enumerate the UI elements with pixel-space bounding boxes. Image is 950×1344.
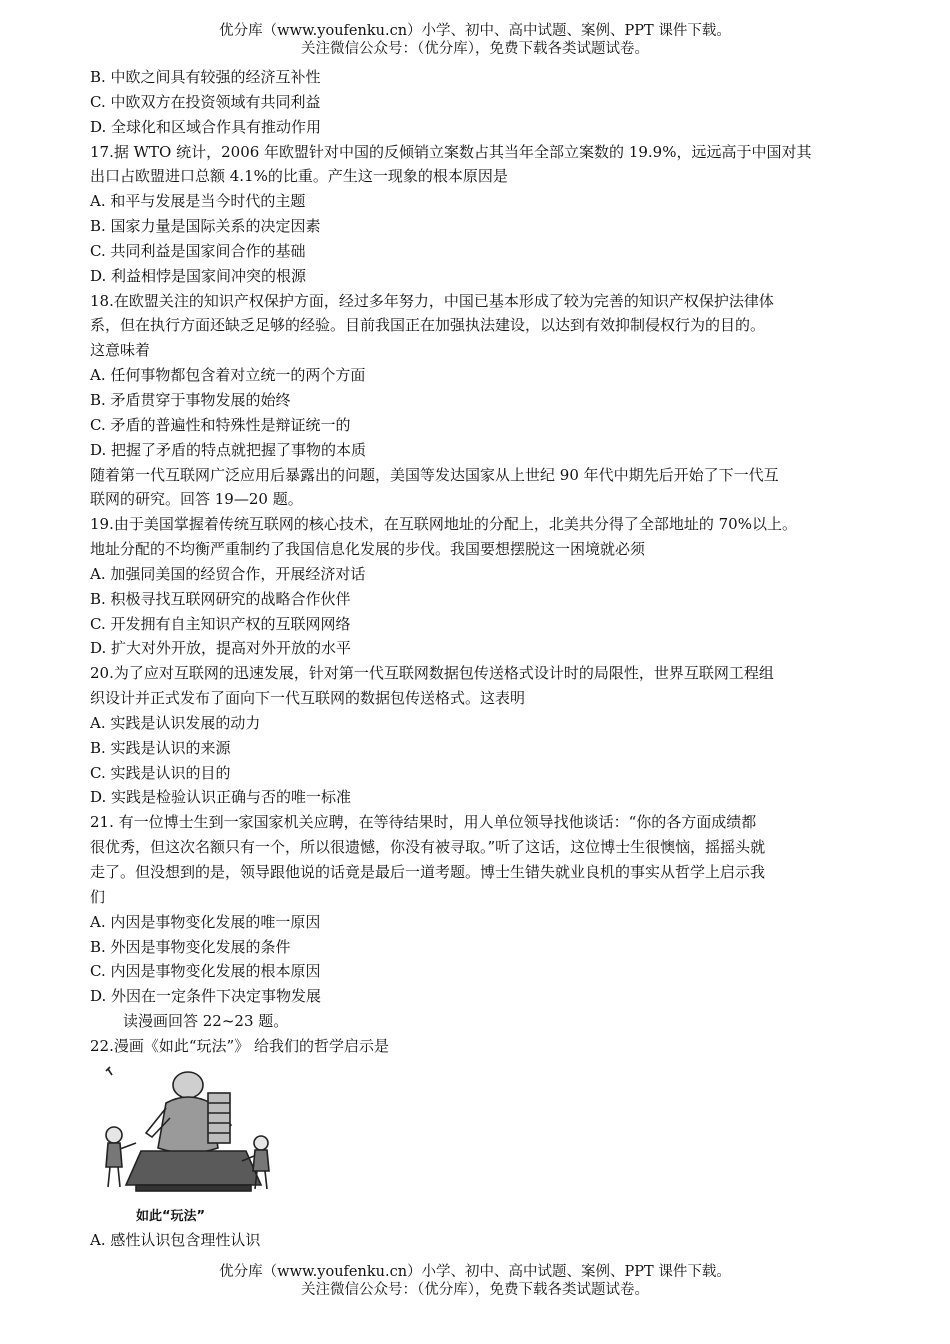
page-header (0, 22, 950, 58)
footer-line-2: 关注微信公众号：（优分库），免费下载各类试题试卷。 (301, 1282, 649, 1298)
text-line: D. 把握了矛盾的特点就把握了事物的本质 (90, 440, 367, 459)
question-22: 22.漫画《如此“玩法”》 给我们的哲学启示是 (90, 1036, 389, 1055)
text-line: D. 外因在一定条件下决定事物发展 (90, 987, 322, 1006)
text-line: D. 扩大对外开放，提高对外开放的水平 (90, 639, 352, 658)
text-line: D. 全球化和区域合作具有推动作用 (90, 117, 322, 136)
text-line: B. 积极寻找互联网研究的战略合作伙伴 (90, 589, 351, 608)
text-line: 18.在欧盟关注的知识产权保护方面，经过多年努力，中国已基本形成了较为完善的知识产权保护法律体 (90, 291, 774, 310)
text-line: 随着第一代互联网广泛应用后暴露出的问题，美国等发达国家从上世纪 90 年代中期先后开始了下一代互 (90, 465, 779, 484)
cartoon-drawing (96, 1063, 281, 1203)
text-line: 21. 有一位博士生到一家国家机关应聘，在等待结果时，用人单位领导找他谈话：“你的各方面成绩都 (90, 813, 757, 832)
text-line: 很优秀，但这次名额只有一个，所以很遗憾，你没有被寻取。”听了这话，这位博士生很懊恼，摇摇头就 (90, 838, 766, 857)
page-footer (0, 1263, 950, 1299)
document-body (90, 65, 880, 1253)
text-line: C. 内因是事物变化发展的根本原因 (90, 962, 321, 981)
text-line: C. 矛盾的普遍性和特殊性是辩证统一的 (90, 415, 351, 434)
text-line: 走了。但没想到的是，领导跟他说的话竟是最后一道考题。博士生错失就业良机的事实从哲学上启示我 (90, 863, 766, 881)
text-line: A. 任何事物都包含着对立统一的两个方面 (90, 366, 366, 385)
header-line-2: 关注微信公众号：（优分库），免费下载各类试题试卷。 (301, 41, 649, 57)
intro-22-23: 读漫画回答 22~23 题。 (123, 1012, 289, 1031)
text-line: A. 和平与发展是当今时代的主题 (90, 192, 306, 211)
text-line: B. 实践是认识的来源 (90, 738, 231, 757)
text-line: 17.据 WTO 统计，2006 年欧盟针对中国的反倾销立案数占其当年全部立案数的 19.9%，远远高于中国对其 (90, 142, 812, 161)
text-line: 这意味着 (90, 341, 151, 360)
text-line: 出口占欧盟进口总额 4.1%的比重。产生这一现象的根本原因是 (90, 167, 508, 186)
text-line: A. 内因是事物变化发展的唯一原因 (90, 912, 321, 931)
text-line: 19.由于美国掌握着传统互联网的核心技术，在互联网地址的分配上，北美共分得了全部地址的 70%以上。 (90, 515, 797, 534)
text-line: B. 国家力量是国际关系的决定因素 (90, 217, 321, 236)
text-line: 联网的研究。回答 19—20 题。 (90, 490, 303, 509)
header-line-1: 优分库（www.youfenku.cn）小学、初中、高中试题、案例、PPT 课件下载。 (219, 23, 731, 39)
text-line: C. 中欧双方在投资领域有共同利益 (90, 92, 321, 111)
text-line: 系，但在执行方面还缺乏足够的经验。目前我国正在加强执法建设，以达到有效抑制侵权行为的目的。 (90, 316, 766, 335)
text-line: C. 开发拥有自主知识产权的互联网网络 (90, 614, 351, 633)
text-line: B. 中欧之间具有较强的经济互补性 (90, 68, 321, 86)
text-line: C. 实践是认识的目的 (90, 763, 231, 782)
text-line: 们 (90, 887, 106, 906)
text-line: 织设计并正式发布了面向下一代互联网的数据包传送格式。这表明 (90, 689, 526, 708)
cartoon-image (96, 1063, 281, 1228)
option-22-a: A. 感性认识包含理性认识 (90, 1230, 261, 1249)
text-line: B. 外因是事物变化发展的条件 (90, 937, 291, 956)
footer-line-1: 优分库（www.youfenku.cn）小学、初中、高中试题、案例、PPT 课件下载。 (219, 1264, 731, 1280)
text-line: C. 共同利益是国家间合作的基础 (90, 241, 306, 260)
text-line: B. 矛盾贯穿于事物发展的始终 (90, 390, 291, 409)
text-line: D. 利益相悖是国家间冲突的根源 (90, 266, 307, 285)
question-lines (90, 65, 880, 1009)
text-line: A. 加强同美国的经贸合作，开展经济对话 (90, 564, 366, 583)
cartoon-caption: 如此“玩法” (136, 1208, 206, 1224)
text-line: 地址分配的不均衡严重制约了我国信息化发展的步伐。我国要想摆脱这一困境就必须 (90, 540, 646, 559)
text-line: A. 实践是认识发展的动力 (90, 713, 261, 732)
text-line: D. 实践是检验认识正确与否的唯一标准 (90, 788, 352, 807)
text-line: 20.为了应对互联网的迅速发展，针对第一代互联网数据包传送格式设计时的局限性，世界互联网工程组 (90, 664, 774, 683)
